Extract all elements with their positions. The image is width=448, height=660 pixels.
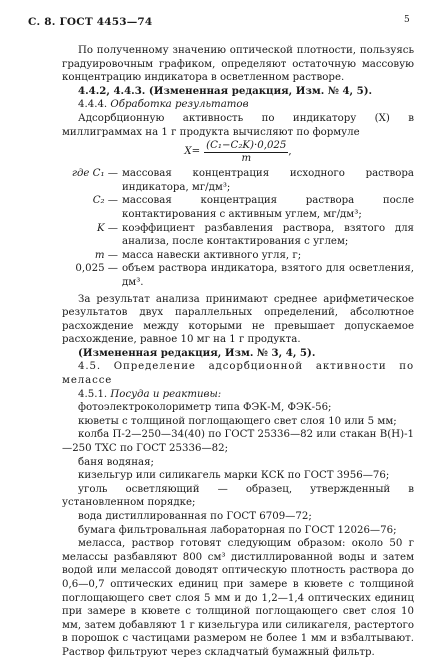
list-item: бумага фильтровальная лабораторная по ГОСТ 12026—76;	[78, 524, 397, 536]
page-header: С. 8. ГОСТ 4453—74	[28, 16, 153, 28]
formula-numerator: (C₁−C₂K)·0,025	[206, 139, 287, 151]
definition-term: 0,025 —	[75, 263, 118, 275]
section-4-5-heading: 4.5. Определение адсорбционной активности по мелассе	[62, 361, 414, 387]
section-number: 4.5.1.	[78, 388, 108, 400]
definition-term: C₂ —	[92, 195, 118, 207]
list-item: баня водяная;	[78, 456, 154, 468]
paragraph-molasses: меласса, раствор готовят следующим образом: около 50 г мелассы разбавляют 800 см³ дистиллированной воды и затем водой или мелассой доводят оптическую плотность раствора до 0,6—0,7 оптических единиц при замере в кювете с толщиной поглощающего свет слоя 5 мм и до 1,2—1,4 оптических единиц при замере в кювете с толщиной поглощающего свет слоя 10 мм, затем добавляют 1 г кизельгура или силикагеля, растертого в порошок с частицами размером не более 1 мм и взбалтывают. Раствор фильтруют через складчатый бумажный фильтр.	[62, 538, 414, 658]
definition-row	[62, 222, 414, 249]
formula-fraction	[204, 140, 288, 165]
definition-text: коэффициент разбавления раствора, взятого для анализа, после контактирования с углем;	[122, 222, 414, 248]
definition-row	[62, 167, 414, 194]
equipment-list	[62, 401, 414, 537]
formula-denominator: m	[241, 152, 252, 164]
definition-text: объем раствора индикатора, взятого для осветления, дм³.	[122, 263, 414, 288]
formula-lhs: X=	[184, 146, 201, 158]
paragraph-result: За результат анализа принимают среднее арифметическое результатов двух параллельных определений, абсолютное расхождение между которыми не превышает допускаемое расхождение, равное 10 мг на 1 г продукта.	[62, 293, 414, 346]
amendment-note-1: 4.4.2, 4.4.3. (Измененная редакция, Изм. № 4, 5).	[78, 84, 373, 97]
list-item: колба П-2—250—34(40) по ГОСТ 25336—82 или стакан В(Н)-1—250 ТХС по ГОСТ 25336—82;	[62, 429, 414, 455]
list-item: вода дистиллированная по ГОСТ 6709—72;	[78, 511, 312, 522]
page-body	[62, 44, 414, 660]
definition-row	[62, 194, 414, 221]
section-title: Обработка результатов	[110, 99, 249, 111]
list-item: кюветы с толщиной поглощающего свет слоя 10 или 5 мм;	[78, 415, 397, 427]
section-title: Посуда и реактивы:	[110, 388, 222, 400]
definition-text: массовая концентрация исходного раствора индикатора, мг/дм³;	[122, 168, 414, 193]
definition-term: m —	[94, 249, 118, 261]
list-item: кизельгур или силикагель марки КСК по ГОСТ 3956—76;	[78, 470, 390, 482]
section-4-4-4	[62, 98, 414, 112]
page-corner-mark: 5	[404, 15, 410, 25]
definition-row	[62, 249, 414, 263]
formula	[62, 139, 414, 165]
list-item: уголь осветляющий — образец, утвержденный в установленном порядке;	[62, 483, 414, 509]
definition-term: K —	[96, 222, 118, 234]
formula-tail: ,	[288, 146, 292, 158]
amendment-note-2: (Измененная редакция, Изм. № 3, 4, 5).	[78, 346, 316, 359]
definition-text: масса навески активного угля, г;	[122, 249, 302, 261]
definition-term: где C₁ —	[71, 168, 118, 180]
definition-text: массовая концентрация раствора после контактирования с активным углем, мг/дм³;	[122, 195, 414, 220]
list-item: фотоэлектроколориметр типа ФЭК-М, ФЭК-56;	[78, 402, 332, 414]
section-number: 4.4.4.	[78, 99, 108, 111]
paragraph-intro: По полученному значению оптической плотности, пользуясь градуировочным графиком, определяют остаточную массовую концентрацию индикатора в осветленном растворе.	[62, 45, 414, 84]
definition-row	[62, 262, 414, 289]
section-4-5-1	[62, 388, 414, 402]
variable-definitions	[62, 167, 414, 289]
paragraph-formula-intro: Адсорбционную активность по индикатору (X) в миллиграммах на 1 г продукта вычисляют по формуле	[62, 112, 414, 138]
